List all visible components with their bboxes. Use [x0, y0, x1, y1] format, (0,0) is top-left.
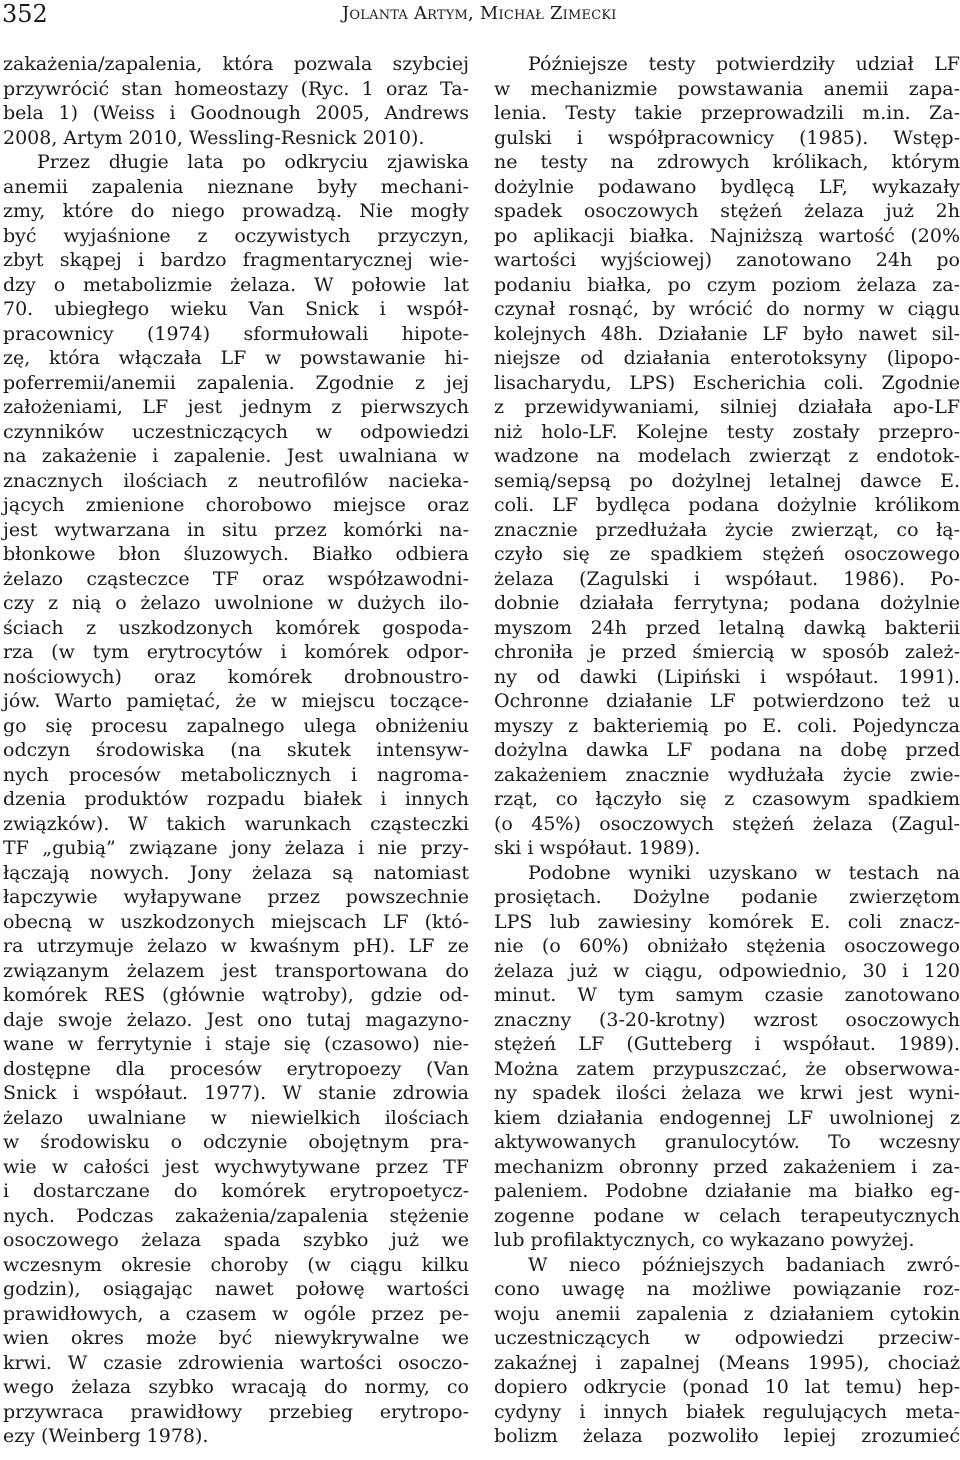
- text-line: lub profilaktycznych, co wykazano powyżej.: [494, 1229, 915, 1251]
- text-line: krwi. W czasie zdrowienia wartości osoczo-: [3, 1351, 469, 1374]
- text-line: komórek RES (głównie wątroby), gdzie od-: [3, 984, 469, 1006]
- text-line: zbyt skąpej i bardzo fragmentarycznej wie-: [3, 249, 469, 271]
- text-line: daje swoje żelazo. Jest ono tutaj magazyno-: [3, 1008, 469, 1031]
- text-line: czynników uczestniczących w odpowiedzi: [3, 420, 469, 443]
- text-line: Późniejsze testy potwierdziły udział LF: [528, 53, 960, 75]
- text-line: przywraca prawidłowy przebieg erytropo-: [3, 1400, 469, 1423]
- text-line: dopiero odkrycie (ponad 10 lat temu) hep-: [494, 1376, 960, 1398]
- text-line: dożylnie podawano bydlęcą LF, wykazały: [494, 175, 960, 198]
- text-line: go się procesu zapalnego ulega obniżeniu: [3, 714, 469, 737]
- text-line: paleniem. Podobne działanie ma białko eg-: [494, 1180, 960, 1202]
- text-line: 70. ubiegłego wieku Van Snick i współ-: [3, 298, 469, 320]
- text-line: poferremii/anemii zapalenia. Zgodnie z jej: [3, 371, 469, 394]
- text-line: czynał rosnąć, by wrócić do normy w ciągu: [494, 298, 960, 320]
- text-line: wie w całości jest wychwytywane przez TF: [3, 1155, 469, 1178]
- text-line: wczesnym okresie choroby (w ciągu kilku: [3, 1253, 469, 1276]
- text-line: woju anemii zapalenia z działaniem cytokin: [494, 1302, 960, 1325]
- text-line: Podobne wyniki uzyskano w testach na: [528, 861, 960, 884]
- running-head-authors: Jolanta Artym, Michał Zimecki: [342, 3, 617, 24]
- text-line: odczyn środowiska (na skutek intensyw-: [3, 739, 469, 761]
- text-line: nie (o 60%) obniżało stężenia osoczowego: [494, 935, 960, 957]
- text-line: osoczowego żelaza spada szybko już we: [3, 1229, 469, 1251]
- text-line: jących zmienione chorobowo miejsce oraz: [3, 494, 469, 516]
- text-line: założeniami, LF jest jednym z pierwszych: [3, 396, 469, 418]
- text-line: semią/sepsą po dożylnej letalnej dawce E.: [494, 469, 960, 492]
- text-line: cono uwagę na możliwe powiązanie roz-: [494, 1278, 960, 1300]
- text-line: związków). W takich warunkach cząsteczki: [3, 812, 469, 835]
- text-line: błonkowe błon śluzowych. Białko odbiera: [3, 543, 469, 565]
- text-line: W nieco późniejszych badaniach zwró-: [528, 1253, 960, 1276]
- text-line: TF „gubią” związane jony żelaza i nie przy-: [3, 837, 469, 859]
- text-line: wego żelaza szybko wracają do normy, co: [3, 1376, 469, 1398]
- text-line: znacznie przedłużała życie zwierząt, co łą-: [494, 518, 960, 541]
- text-line: znaczny (3-20-krotny) wzrost osoczowych: [494, 1008, 960, 1031]
- right-text-column: [494, 52, 960, 1449]
- text-line: ny spadek ilości żelaza we krwi jest wyni-: [494, 1082, 960, 1104]
- text-line: znacznych ilościach z neutrofilów nacieka-: [3, 469, 469, 492]
- text-line: myszom 24h przed letalną dawką bakterii: [494, 616, 960, 639]
- text-line: Snick i współaut. 1977). W stanie zdrowia: [3, 1082, 469, 1104]
- text-line: i dostarczane do komórek erytropoetycz-: [3, 1180, 469, 1202]
- text-line: Można zatem przypuszczać, że obserwowa-: [494, 1057, 960, 1080]
- page-number: 352: [2, 0, 48, 28]
- text-line: wadzone na modelach zwierząt z endotok-: [494, 445, 960, 467]
- text-line: żelaza (Zagulski i współaut. 1986). Po-: [494, 567, 960, 590]
- text-line: mechanizm obronny przed zakażeniem i za-: [494, 1155, 960, 1178]
- text-line: dostępne dla procesów erytropoezy (Van: [3, 1057, 469, 1080]
- text-line: prawidłowych, a czasem w ogóle przez pe-: [3, 1302, 469, 1325]
- text-line: niejsze od działania enterotoksyny (lipopo-: [494, 347, 960, 369]
- text-line: (o 45%) osoczowych stężeń żelaza (Zagul-: [494, 812, 960, 835]
- text-line: LPS lub zawiesiny komórek E. coli znacz-: [494, 910, 960, 933]
- text-line: anemii zapalenia nieznane były mechani-: [3, 175, 469, 198]
- text-line: 2008, Artym 2010, Wessling-Resnick 2010).: [3, 126, 425, 149]
- text-line: na zakażenie i zapalenie. Jest uwalniana w: [3, 445, 469, 467]
- text-line: wartości wyjściowej) zanotowano 24h po: [494, 249, 960, 271]
- text-line: rza (w tym erytrocytów i komórek odpor-: [3, 641, 469, 663]
- text-line: dzenia produktów rozpadu białek i innych: [3, 788, 469, 810]
- text-line: obecną w uszkodzonych miejscach LF (któ-: [3, 910, 469, 933]
- text-line: z przewidywaniami, silniej działała apo-LF: [494, 396, 960, 418]
- text-line: po aplikacji białka. Najniższą wartość (20%: [494, 224, 960, 247]
- text-line: związanym żelazem jest transportowana do: [3, 959, 469, 982]
- left-text-column: [3, 52, 469, 1449]
- text-line: wien okres może być niewykrywalne we: [3, 1327, 469, 1349]
- text-line: żelazo uwalniane w niewielkich ilościach: [3, 1106, 469, 1129]
- text-line: uczestniczących w odpowiedzi przeciw-: [494, 1327, 960, 1349]
- text-line: lisacharydu, LPS) Escherichia coli. Zgodnie: [494, 371, 960, 394]
- text-line: ski i współaut. 1989).: [494, 837, 701, 859]
- text-line: łączają nowych. Jony żelaza są natomiast: [3, 861, 469, 884]
- text-line: zmy, które do niego prowadzą. Nie mogły: [3, 200, 469, 222]
- text-line: stężeń LF (Gutteberg i współaut. 1989).: [494, 1033, 960, 1055]
- running-header: [0, 0, 960, 40]
- text-line: chroniła je przed śmiercią w sposób zależ-: [494, 641, 960, 663]
- text-line: cydyny i innych białek regulujących meta-: [494, 1400, 960, 1423]
- text-line: myszy z bakteriemią po E. coli. Pojedyncza: [494, 714, 960, 737]
- text-line: godzin), osiągając nawet połowę wartości: [3, 1278, 469, 1300]
- text-line: dobnie działała ferrytyna; podana dożylnie: [494, 592, 960, 614]
- text-line: czyło się ze spadkiem stężeń osoczowego: [494, 543, 960, 565]
- text-line: zakażenia/zapalenia, która pozwala szybciej: [3, 53, 469, 75]
- text-line: gulski i współpracownicy (1985). Wstęp-: [494, 126, 960, 149]
- text-line: rząt, co łączyło się z czasowym spadkiem: [494, 788, 960, 810]
- text-line: jów. Warto pamiętać, że w miejscu toczące-: [3, 690, 469, 712]
- text-line: ściach z uszkodzonych komórek gospoda-: [3, 616, 469, 639]
- text-line: ne testy na zdrowych królikach, którym: [494, 151, 960, 173]
- text-line: zakażeniem znacznie wydłużała życie zwie-: [494, 763, 960, 786]
- text-line: wane w ferrytynie i staje się (czasowo) nie-: [3, 1033, 469, 1055]
- text-line: pracownicy (1974) sformułowali hipote-: [3, 322, 469, 345]
- text-line: łapczywie wyłapywane przez powszechnie: [3, 886, 469, 908]
- text-line: lenia. Testy takie przeprowadzili m.in. Za-: [494, 102, 960, 124]
- text-line: kolejnych 48h. Działanie LF było nawet sil-: [494, 322, 960, 345]
- text-line: nościowych) oraz komórek drobnoustro-: [3, 665, 469, 688]
- text-line: bolizm żelaza pozwoliło lepiej zrozumieć: [494, 1425, 960, 1447]
- text-line: być wyjaśnione z oczywistych przyczyn,: [3, 224, 469, 247]
- text-line: ra utrzymuje żelazo w kwaśnym pH). LF ze: [3, 935, 469, 957]
- text-line: bela 1) (Weiss i Goodnough 2005, Andrews: [3, 102, 469, 124]
- text-line: czy z nią o żelazo uwolnione w dużych ilo-: [3, 592, 469, 614]
- text-line: nych. Podczas zakażenia/zapalenia stężenie: [3, 1204, 469, 1227]
- text-line: minut. W tym samym czasie zanotowano: [494, 984, 960, 1006]
- text-line: żelazo cząsteczce TF oraz współzawodni-: [3, 567, 469, 590]
- text-line: kiem działania endogennej LF uwolnionej z: [494, 1106, 960, 1129]
- text-line: dzy o metabolizmie żelaza. W połowie lat: [3, 273, 469, 296]
- text-line: jest wytwarzana in situ przez komórki na-: [3, 518, 469, 541]
- text-line: ezy (Weinberg 1978).: [3, 1425, 209, 1447]
- text-line: coli. LF bydlęca podana dożylnie królikom: [494, 494, 960, 516]
- text-line: żelaza już w ciągu, odpowiednio, 30 i 120: [494, 959, 960, 982]
- text-line: prosiętach. Dożylne podanie zwierzętom: [494, 886, 960, 908]
- text-line: zogenne podane w celach terapeutycznych: [494, 1204, 960, 1227]
- text-line: w środowisku o odczynie obojętnym pra-: [3, 1131, 469, 1153]
- text-line: spadek osoczowych stężeń żelaza już 2h: [494, 200, 960, 222]
- text-line: Ochronne działanie LF potwierdzono też u: [494, 690, 960, 712]
- text-line: w mechanizmie powstawania anemii zapa-: [494, 77, 960, 100]
- text-line: podaniu białka, po czym poziom żelaza za-: [494, 273, 960, 296]
- text-line: niż holo-LF. Kolejne testy zostały przepro-: [494, 420, 960, 443]
- text-line: aktywowanych granulocytów. To wczesny: [494, 1131, 960, 1153]
- text-line: Przez długie lata po odkryciu zjawiska: [37, 151, 469, 173]
- text-line: zę, która włączała LF w powstawanie hi-: [3, 347, 469, 369]
- text-line: ny od dawki (Lipiński i współaut. 1991).: [494, 665, 960, 688]
- text-line: przywrócić stan homeostazy (Ryc. 1 oraz Ta-: [3, 77, 469, 100]
- text-line: dożylna dawka LF podana na dobę przed: [494, 739, 960, 761]
- text-line: zakaźnej i zapalnej (Means 1995), chociaż: [494, 1351, 960, 1374]
- text-line: nych procesów metabolicznych i nagroma-: [3, 763, 469, 786]
